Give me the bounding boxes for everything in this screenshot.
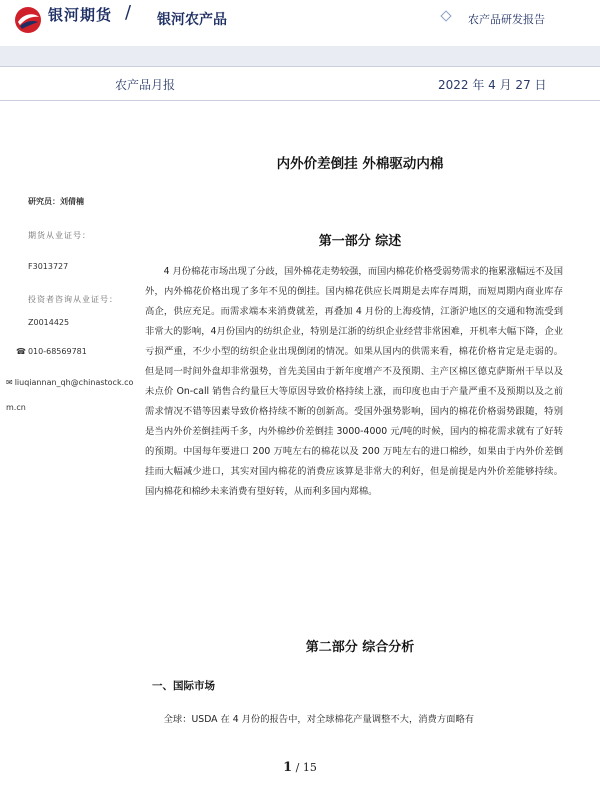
- report-header: [0, 0, 600, 46]
- qualification-label: 期货从业证号：: [28, 231, 91, 240]
- sub-bar: [0, 70, 600, 100]
- monthly-label: 农产品月报: [115, 78, 176, 92]
- section2-title: 第二部分 综合分析: [305, 640, 415, 655]
- qualification-number: F3013727: [28, 262, 69, 271]
- report-type: 农产品研发报告: [468, 13, 545, 26]
- email-line[interactable]: [6, 378, 133, 387]
- report-title: 内外价差倒挂 外棉驱动内棉: [276, 156, 444, 172]
- header-rule: [0, 66, 600, 67]
- phone-number: 010-68569781: [27, 347, 87, 356]
- section1-title: 第一部分 综述: [318, 234, 402, 249]
- diamond-icon: [440, 10, 451, 21]
- galaxy-logo-icon: [14, 6, 42, 34]
- page-number: [0, 760, 600, 775]
- report-date: 2022 年 4 月 27 日: [438, 78, 547, 92]
- section2-paragraph: 全球：USDA 在 4 月份的报告中，对全球棉花产量调整不大，消费方面略有: [163, 714, 475, 725]
- page-separator: /: [292, 761, 303, 774]
- mail-icon: ✉: [6, 378, 13, 387]
- page-current: 1: [283, 760, 293, 775]
- advisor-number: Z0014425: [28, 318, 70, 327]
- phone-line: [16, 347, 87, 356]
- email-address-part1[interactable]: liuqiannan_qh@chinastock.co: [14, 378, 134, 387]
- header-band: [0, 46, 600, 66]
- advisor-label: 投资者咨询从业证号：: [28, 295, 118, 304]
- researcher-name: 研究员：刘倩楠: [28, 197, 84, 206]
- phone-icon: ☎: [16, 347, 26, 356]
- product-line: 银河农产品: [157, 12, 227, 28]
- page-total: 15: [302, 761, 317, 774]
- subbar-rule: [0, 100, 600, 101]
- header-divider: /: [125, 2, 132, 23]
- section1-paragraph: 4 月份棉花市场出现了分歧，国外棉花走势较强，而国内棉花价格受弱势需求的拖累涨幅远不及国外，内外棉花价格出现了多年不见的倒挂。国内棉花供应长周期是去库存周期，而短周期内商业库存高企，供应充足。而需求端本来消费就差，再叠加 4 月份的上海疫情，江浙沪地区的交通和物流受到非常大的影响，4月份国内的纺织企业，特别是江浙的纺织企业经营非常困难，开机率大幅下降，企业亏损严重，不少小型的纺织企业出现倒闭的情况。如果从国内的供需来看，棉花价格肯定是走弱的。但是同一时间外盘却非常强势，首先美国由于新年度增产不及预期、主产区棉区德克萨斯州干旱以及未点价 On-call 销售合约量巨大等原因导致价格持续上涨，而印度也由于产量严重不及预期以及之前需求情况不错等因素导致价格持续不断的创新高。受国外强势影响，国内的棉花价格弱势跟随，特别是当内外价差倒挂两千多，内外棉纱价差倒挂 3000-4000 元/吨的时候，国内的棉花需求就有了好转的预期。中国每年要进口 200 万吨左右的棉花以及 200 万吨左右的进口棉纱，如果由于内外价差倒挂而大幅减少进口，其实对国内棉花的消费应该算是非常大的利好，但是前提是内外价差能够持续。国内棉花和棉纱未来消费有望好转，从而利多国内郑棉。: [145, 266, 563, 497]
- email-address-part2[interactable]: m.cn: [6, 403, 26, 412]
- subhead-international: 一、国际市场: [152, 680, 215, 692]
- brand-name: 银河期货: [48, 6, 113, 24]
